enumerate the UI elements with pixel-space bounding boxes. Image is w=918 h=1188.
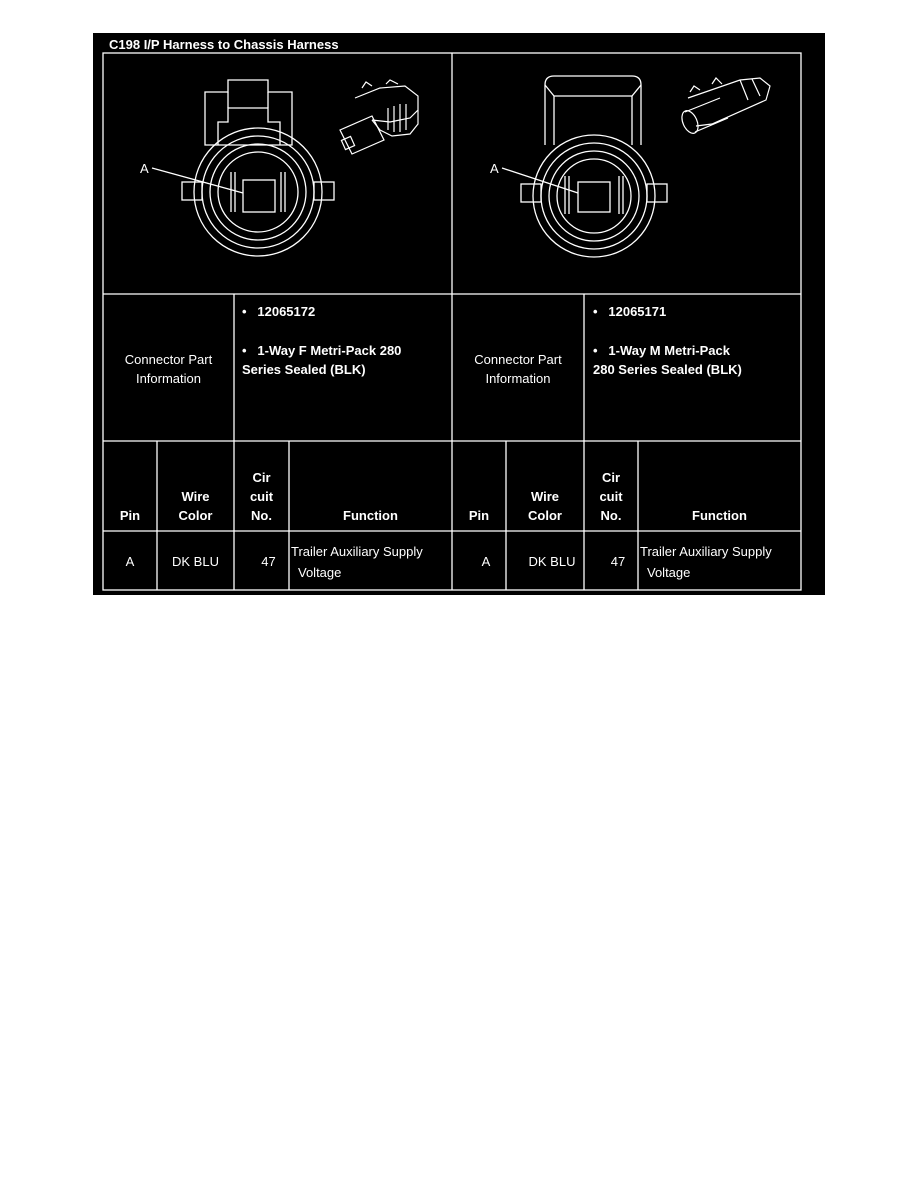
page-title: C198 I/P Harness to Chassis Harness (109, 37, 339, 52)
part-description-left: • 1-Way F Metri-Pack 280 Series Sealed (BLK) (242, 343, 402, 377)
header-cir-line2: cuit (249, 489, 274, 504)
description-line1: 1-Way F Metri-Pack 280 (257, 343, 402, 358)
function-line1: Trailer Auxiliary Supply (640, 544, 772, 559)
header-circuit-right (584, 468, 638, 525)
description-line2: 280 Series Sealed (BLK) (593, 362, 742, 377)
header-pin-right: Pin (468, 508, 490, 523)
male-terminal-icon (679, 78, 770, 136)
part-description-right: • 1-Way M Metri-Pack 280 Series Sealed (BLK) (593, 343, 742, 377)
header-wire-line2: Color (178, 508, 213, 523)
header-wire-color-right (506, 487, 584, 525)
part-number-right: • 12065171 (593, 304, 667, 319)
header-wire-color-left (157, 487, 234, 525)
male-connector-face-icon (502, 76, 667, 257)
cell-circuit-left: 47 (261, 554, 276, 569)
cell-pin-right: A (481, 554, 491, 569)
header-circuit-left (234, 468, 289, 525)
header-cir-line3: No. (600, 508, 622, 523)
header-function-left: Function (343, 508, 398, 523)
function-line2: Voltage (647, 565, 691, 580)
header-wire-line1: Wire (530, 489, 560, 504)
function-line2: Voltage (298, 565, 342, 580)
part-info-label-left (103, 350, 234, 388)
part-info-label-line2: Information (135, 371, 202, 386)
header-cir-line3: No. (251, 508, 272, 523)
function-line1: Trailer Auxiliary Supply (291, 544, 423, 559)
cell-wire-color-left: DK BLU (172, 554, 219, 569)
callout-a-right: A (490, 161, 499, 176)
header-function-right: Function (692, 508, 747, 523)
header-wire-line1: Wire (181, 489, 210, 504)
part-number-left: • 12065172 (242, 304, 316, 319)
part-info-label-line1: Connector Part (124, 352, 213, 367)
header-cir-line1: Cir (601, 470, 621, 485)
cell-function-right (640, 541, 772, 583)
header-pin-left: Pin (119, 508, 141, 523)
part-number-text: 12065172 (257, 304, 316, 319)
part-info-label-line1: Connector Part (474, 352, 562, 367)
female-terminal-icon (340, 80, 418, 154)
part-info-label-line2: Information (485, 371, 551, 386)
cell-wire-color-right: DK BLU (528, 554, 576, 569)
header-cir-line1: Cir (252, 470, 271, 485)
female-connector-face-icon (152, 80, 334, 256)
cell-pin-left: A (125, 554, 135, 569)
description-line1: 1-Way M Metri-Pack (608, 343, 730, 358)
description-line2: Series Sealed (BLK) (242, 362, 366, 377)
callout-a-left: A (140, 161, 149, 176)
part-info-label-right (452, 350, 584, 388)
cell-circuit-right: 47 (610, 554, 626, 569)
header-wire-line2: Color (528, 508, 562, 523)
cell-function-left (291, 541, 423, 583)
header-cir-line2: cuit (599, 489, 623, 504)
part-number-text: 12065171 (608, 304, 667, 319)
